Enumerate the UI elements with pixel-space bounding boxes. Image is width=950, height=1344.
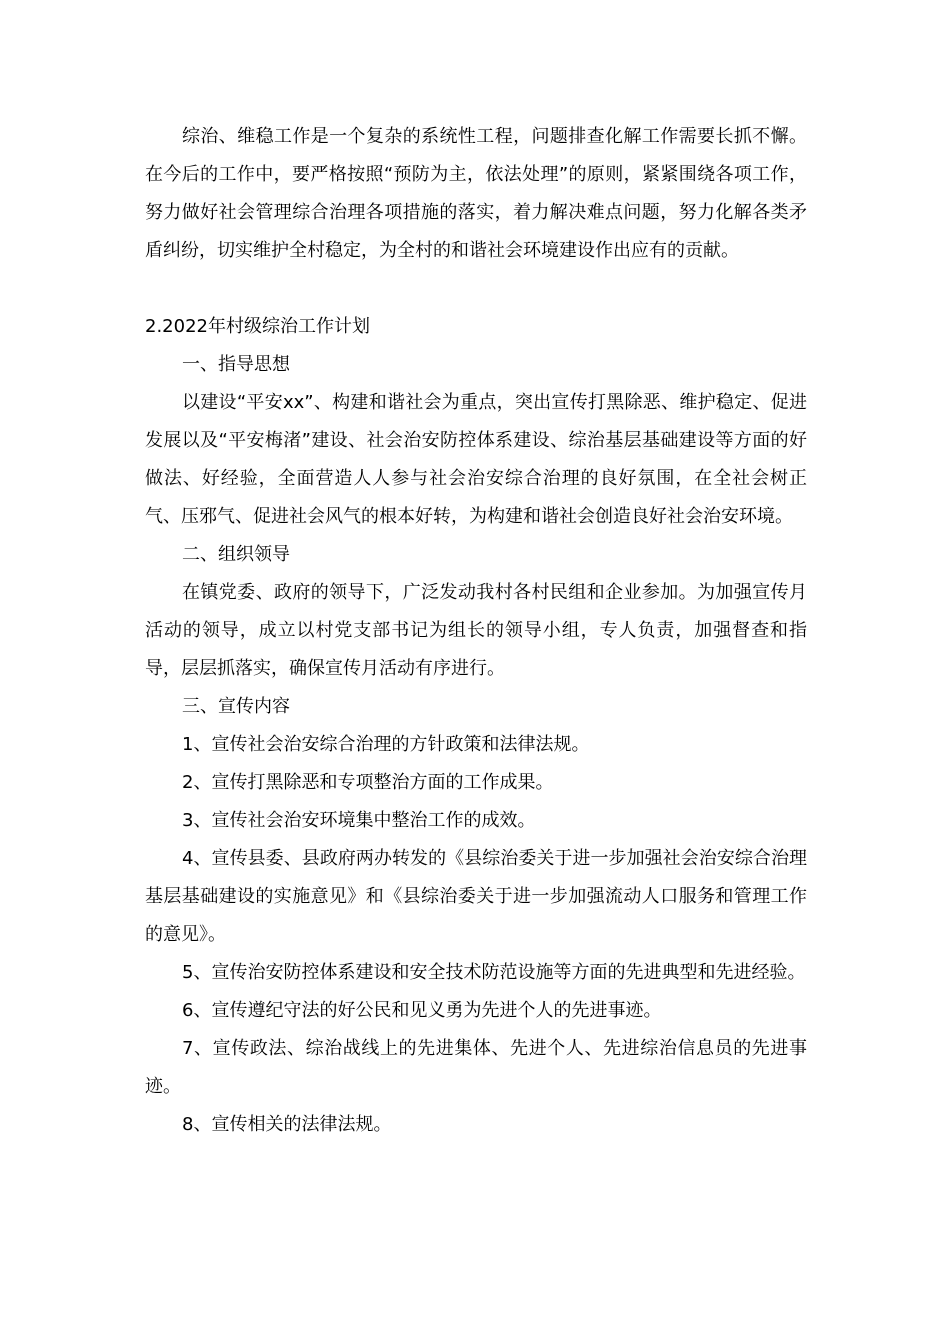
guiding-ideology-paragraph: 以建设“平安xx”、构建和谐社会为重点，突出宣传打黑除恶、维护稳定、促进发展以及“平安梅渚”建设、社会治安防控体系建设、综治基层基础建设等方面的好做法、好经验，全面营造人人参与社会治安综合治理的良好氛围，在全社会树正气、压邪气、促进社会风气的根本好转，为构建和谐社会创造良好社会治安环境。 <box>145 392 807 527</box>
list-item: 3、宣传社会治安环境集中整治工作的成效。 <box>182 810 536 831</box>
list-item: 2、宣传打黑除恶和专项整治方面的工作成果。 <box>182 772 554 793</box>
list-item: 5、宣传治安防控体系建设和安全技术防范设施等方面的先进典型和先进经验。 <box>182 962 806 983</box>
list-item: 7、宣传政法、综治战线上的先进集体、先进个人、先进综治信息员的先进事迹。 <box>145 1038 807 1097</box>
list-item: 4、宣传县委、县政府两办转发的《县综治委关于进一步加强社会治安综合治理基层基础建设的实施意见》和《县综治委关于进一步加强流动人口服务和管理工作的意见》。 <box>145 848 807 945</box>
list-item: 8、宣传相关的法律法规。 <box>182 1114 392 1135</box>
list-item: 1、宣传社会治安综合治理的方针政策和法律法规。 <box>182 734 590 755</box>
section-title: 2.2022年村级综治工作计划 <box>145 316 370 337</box>
list-item: 6、宣传遵纪守法的好公民和见义勇为先进个人的先进事迹。 <box>182 1000 662 1021</box>
section-heading-publicity-content: 三、宣传内容 <box>182 696 290 717</box>
section-heading-organization: 二、组织领导 <box>182 544 290 565</box>
document-page <box>145 118 807 1144</box>
intro-paragraph: 综治、维稳工作是一个复杂的系统性工程，问题排查化解工作需要长抓不懈。在今后的工作中，要严格按照“预防为主，依法处理”的原则，紧紧围绕各项工作，努力做好社会管理综合治理各项措施的落实，着力解决难点问题，努力化解各类矛盾纠纷，切实维护全村稳定，为全村的和谐社会环境建设作出应有的贡献。 <box>145 126 807 261</box>
organization-paragraph: 在镇党委、政府的领导下，广泛发动我村各村民组和企业参加。为加强宣传月活动的领导，成立以村党支部书记为组长的领导小组，专人负责，加强督查和指导，层层抓落实，确保宣传月活动有序进行。 <box>145 582 807 679</box>
section-heading-guiding-ideology: 一、指导思想 <box>182 354 290 375</box>
